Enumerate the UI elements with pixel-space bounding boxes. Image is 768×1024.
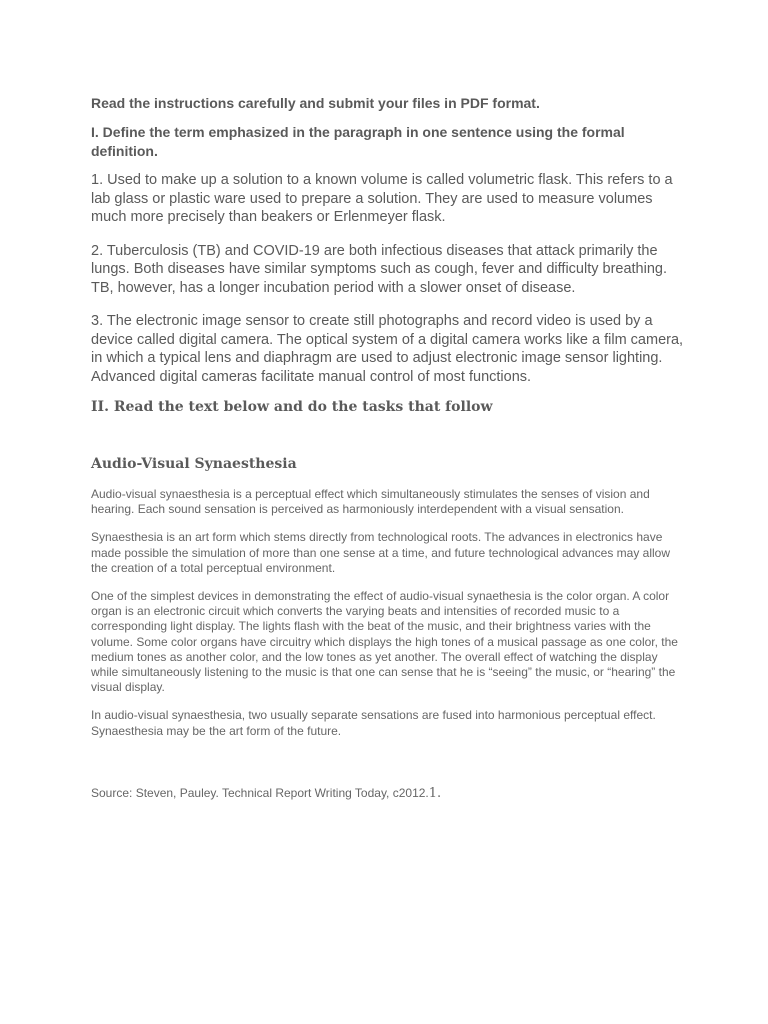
part-one-instruction: I. Define the term emphasized in the paragraph in one sentence using the formal definition. (91, 124, 625, 159)
submit-instruction: Read the instructions carefully and submit your files in PDF format. (91, 95, 540, 111)
item-volumetric-flask: 1. Used to make up a solution to a known volume is called volumetric flask. This refers to a lab glass or plastic ware used to prepare a solution. They are used to measure volumes much more precisely than beakers or Erlenmeyer flask. (91, 172, 673, 225)
part-two-heading: II. Read the text below and do the tasks that follow (91, 399, 493, 415)
source-text: Source: Steven, Pauley. Technical Report Writing Today, c2012. (91, 785, 429, 800)
source-suffix: 1. (428, 785, 442, 801)
article-paragraph: Synaesthesia is an art form which stems directly from technological roots. The advances in electronics have made possible the simulation of more than one sense at a time, and future technological advances may allow the creation of a total perceptual environment. (91, 530, 670, 575)
article-paragraph: Audio-visual synaesthesia is a perceptual effect which simultaneously stimulates the senses of vision and hearing. Each sound sensation is perceived as harmoniously interdependent with a visual sensation. (91, 487, 650, 517)
document-page (91, 94, 687, 801)
item-digital-camera: 3. The electronic image sensor to create still photographs and record video is used by a device called digital camera. The optical system of a digital camera works like a film camera, in which a typical lens and diaphragm are used to adjust electronic image sensor lighting. Advanced digital cameras facilitate manual control of most functions. (91, 313, 684, 385)
article-paragraph: One of the simplest devices in demonstrating the effect of audio-visual synaethesia is the color organ. A color organ is an electronic circuit which converts the varying beats and intensities of recorded music to a corresponding light display. The lights flash with the beat of the music, and their brightness varies with the volume. Some color organs have circuitry which displays the high tones of a musical passage as one color, the medium tones as another color, and the low tones as yet another. The overall effect of watching the display while simultaneously listening to the music is that one can sense that he is “seeing” the music, or “hearing” the visual display. (91, 589, 678, 695)
article-paragraph: In audio-visual synaesthesia, two usually separate sensations are fused into harmonious perceptual effect. Synaesthesia may be the art form of the future. (91, 708, 656, 738)
source-citation (91, 786, 687, 801)
article-title: Audio-Visual Synaesthesia (91, 456, 297, 472)
item-tuberculosis: 2. Tuberculosis (TB) and COVID-19 are both infectious diseases that attack primarily the lungs. Both diseases have similar symptoms such as cough, fever and difficulty breathing. TB, however, has a longer incubation period with a slower onset of disease. (91, 242, 667, 296)
